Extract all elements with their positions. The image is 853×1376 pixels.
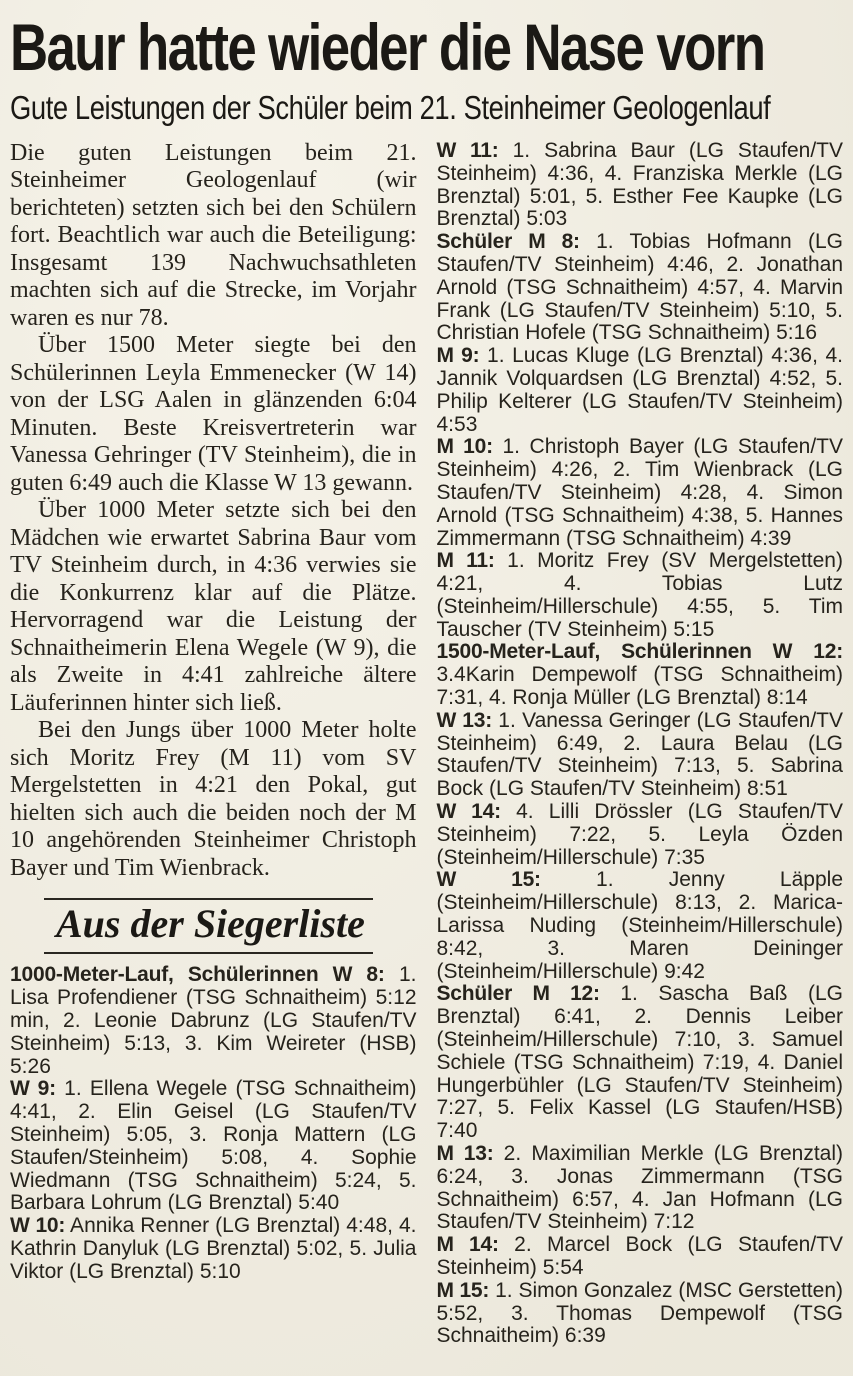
result-label: W 9: xyxy=(10,1077,56,1101)
article-paragraph: Über 1500 Meter siegte bei den Schülerinnen Leyla Emmenecker (W 14) von der LSG Aalen in glänzenden 6:04 Minuten. Beste Kreisvertreterin war Vanessa Gehringer (TV Steinheim), die in guten 6:49 auch die Klasse W 13 gewann. xyxy=(10,332,417,496)
siegerliste-heading-box xyxy=(44,898,373,954)
result-text: Annika Renner (LG Brenztal) 4:48, 4. Kathrin Danyluk (LG Brenztal) 5:02, 5. Julia Viktor (LG Brenztal) 5:10 xyxy=(10,1214,417,1283)
subheadline: Gute Leistungen der Schüler beim 21. Steinheimer Geologenlauf xyxy=(10,89,771,127)
result-text: 1. Moritz Frey (SV Mergelstetten) 4:21, 4. Tobias Lutz (Steinheim/Hillerschule) 4:55, 5. Tim Tauscher (TV Steinheim) 5:15 xyxy=(436,549,843,641)
result-text: 2. Maximilian Merkle (LG Brenztal) 6:24, 3. Jonas Zimmermann (TSG Schnaitheim) 6:57, 4. Jan Hofmann (LG Staufen/TV Steinheim) 7:12 xyxy=(436,1142,843,1234)
result-text: 1. Lucas Kluge (LG Brenztal) 4:36, 4. Jannik Volquardsen (LG Brenztal) 4:52, 5. Philip Kelterer (LG Staufen/TV Steinheim) 4:53 xyxy=(436,344,843,436)
result-label: M 13: xyxy=(436,1142,494,1166)
result-label: W 15: xyxy=(436,868,541,892)
result-text: 1. Jenny Läpple (Steinheim/Hillerschule) 8:13, 2. Marica-Larissa Nuding (Steinheim/Hillerschule) 8:42, 3. Maren Deininger (Steinheim/Hillerschule) 9:42 xyxy=(436,868,843,983)
result-text: 4. Lilli Drössler (LG Staufen/TV Steinheim) 7:22, 5. Leyla Özden (Steinheim/Hillerschule) 7:35 xyxy=(436,800,843,869)
result-label: Schüler M 12: xyxy=(436,982,600,1006)
result-entry xyxy=(437,641,844,709)
result-label: Schüler M 8: xyxy=(436,230,580,254)
result-entry xyxy=(437,436,844,550)
result-label: M 15: xyxy=(436,1278,490,1302)
result-label: 1000-Meter-Lauf, Schülerinnen W 8: xyxy=(10,963,385,987)
results-left xyxy=(10,964,417,1283)
result-text: 2. Marcel Bock (LG Staufen/TV Steinheim) 5:54 xyxy=(436,1233,844,1279)
result-label: 1500-Meter-Lauf, Schülerinnen W 12: xyxy=(436,640,843,664)
result-entry xyxy=(437,140,844,231)
result-label: W 14: xyxy=(436,800,501,824)
article-columns xyxy=(10,140,843,1348)
result-label: M 14: xyxy=(436,1233,499,1257)
article-paragraph: Über 1000 Meter setzte sich bei den Mädchen wie erwartet Sabrina Baur vom TV Steinheim durch, in 4:36 verwies sie die Konkurrenz klar auf die Plätze. Hervorragend war die Leistung der Schnaitheimerin Elena Wegele (W 9), die als Zweite in 4:41 zahlreiche ältere Läuferinnen hinter sich ließ. xyxy=(10,497,417,716)
result-entry xyxy=(10,1215,417,1283)
result-text: 1. Christoph Bayer (LG Staufen/TV Steinheim) 4:26, 2. Tim Wienbrack (LG Staufen/TV Steinheim) 4:28, 4. Simon Arnold (TSG Schnaitheim) 4:38, 5. Hannes Zimmermann (TSG Schnaitheim) 4:39 xyxy=(436,435,843,550)
result-label: M 11: xyxy=(436,549,495,573)
result-entry xyxy=(437,1143,844,1234)
headline: Baur hatte wieder die Nase vorn xyxy=(10,10,765,84)
siegerliste-heading: Aus der Siegerliste xyxy=(56,901,365,947)
result-entry xyxy=(10,1078,417,1215)
result-label: M 9: xyxy=(436,344,480,368)
article-paragraph: Die guten Leistungen beim 21. Steinheimer Geologenlauf (wir berichteten) setzten sich bei den Schülern fort. Beachtlich war auch die Beteiligung: Insgesamt 139 Nachwuchsathleten machten sich auf die Strecke, im Vorjahr waren es nur 78. xyxy=(10,139,417,331)
left-column xyxy=(10,140,417,1348)
result-entry xyxy=(437,710,844,801)
result-label: M 10: xyxy=(436,435,493,459)
result-text: 1. Simon Gonzalez (MSC Gerstetten) 5:52, 3. Thomas Dempewolf (TSG Schnaitheim) 6:39 xyxy=(436,1278,843,1348)
result-entry xyxy=(437,1234,844,1280)
result-text: 1. Ellena Wegele (TSG Schnaitheim) 4:41, 2. Elin Geisel (LG Staufen/TV Steinheim) 5:05, 3. Ronja Mattern (LG Staufen/Steinheim) 5:08, 4. Sophie Wiedmann (TSG Schnaitheim) 5:24, 5. Barbara Lohrum (LG Brenztal) 5:40 xyxy=(10,1077,417,1215)
result-entry xyxy=(437,801,844,869)
result-entry xyxy=(437,869,844,983)
result-entry xyxy=(437,231,844,345)
result-entry xyxy=(437,983,844,1143)
result-label: W 13: xyxy=(436,708,492,732)
result-entry xyxy=(437,345,844,436)
article-paragraph: Bei den Jungs über 1000 Meter holte sich Moritz Frey (M 11) vom SV Mergelstetten in 4:21 den Pokal, gut hielten sich auch die beiden noch der M 10 angehörenden Steinheimer Christoph Bayer und Tim Wienbrack. xyxy=(10,717,417,881)
right-column xyxy=(437,140,844,1348)
article-body xyxy=(10,140,417,883)
article-header xyxy=(10,10,843,127)
result-text: 1. Lisa Profendiener (TSG Schnaitheim) 5:12 min, 2. Leonie Dabrunz (LG Staufen/TV Steinheim) 5:13, 3. Kim Weireter (HSB) 5:26 xyxy=(10,963,417,1078)
result-text: 3.4Karin Dempewolf (TSG Schnaitheim) 7:31, 4. Ronja Müller (LG Brenztal) 8:14 xyxy=(436,663,843,710)
result-entry xyxy=(437,550,844,641)
result-label: W 11: xyxy=(436,138,499,162)
result-label: W 10: xyxy=(10,1214,66,1238)
result-text: 1. Tobias Hofmann (LG Staufen/TV Steinheim) 4:46, 2. Jonathan Arnold (TSG Schnaitheim) 4:57, 4. Marvin Frank (LG Staufen/TV Steinheim) 5:10, 5. Christian Hofele (TSG Schnaitheim) 5:16 xyxy=(436,230,843,345)
result-entry xyxy=(10,964,417,1078)
result-text: 1. Vanessa Geringer (LG Staufen/TV Steinheim) 6:49, 2. Laura Belau (LG Staufen/TV Steinheim) 7:13, 5. Sabrina Bock (LG Staufen/TV Steinheim) 8:51 xyxy=(436,708,843,801)
result-text: 1. Sabrina Baur (LG Staufen/TV Steinheim) 4:36, 4. Franziska Merkle (LG Brenztal) 5:01, 5. Esther Fee Kaupke (LG Brenztal) 5:03 xyxy=(436,138,843,231)
results-right xyxy=(437,140,844,1348)
result-entry xyxy=(437,1280,844,1348)
result-text: 1. Sascha Baß (LG Brenztal) 6:41, 2. Dennis Leiber (Steinheim/Hillerschule) 7:10, 3. Samuel Schiele (TSG Schnaitheim) 7:19, 4. Daniel Hungerbühler (LG Staufen/TV Steinheim) 7:27, 5. Felix Kassel (LG Staufen/HSB) 7:40 xyxy=(436,982,843,1143)
